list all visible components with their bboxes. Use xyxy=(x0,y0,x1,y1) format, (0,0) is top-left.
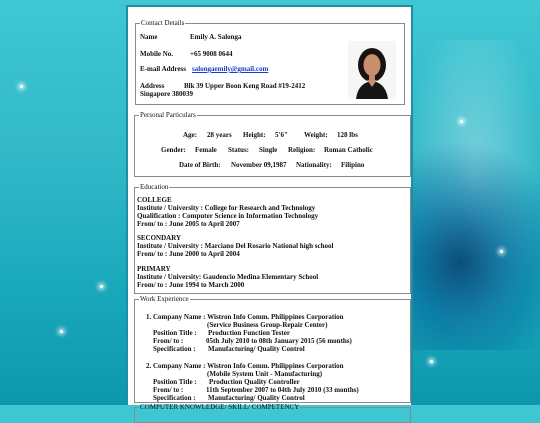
sparkle xyxy=(100,285,103,288)
education-section xyxy=(134,183,411,294)
religion-label: Religion: xyxy=(288,146,316,154)
job-2-company: 2. Company Name : Wistron Info Comm. Philippines Corporation xyxy=(146,362,344,370)
work-experience-section xyxy=(134,295,411,403)
mobile-label: Mobile No. xyxy=(140,50,174,58)
height-label: Height: xyxy=(243,131,266,139)
job-2-company-sub: (Mobile System Unit - Manufacturing) xyxy=(207,370,323,378)
job-1-company: 1. Company Name : Wistron Info Comm. Philippines Corporation xyxy=(146,313,344,321)
college-heading: COLLEGE xyxy=(137,196,172,204)
secondary-heading: SECONDARY xyxy=(137,234,182,242)
status-label: Status: xyxy=(228,146,250,154)
job-2-dates-value: 11th September 2007 to 04th July 2010 (33 months) xyxy=(206,386,359,394)
weight-value: 128 lbs xyxy=(337,131,358,139)
sparkle xyxy=(500,250,503,253)
work-experience-legend: Work Experience xyxy=(140,295,189,303)
religion-value: Roman Catholic xyxy=(324,146,373,154)
job-2-dates-label: From/ to : xyxy=(153,386,184,394)
mobile-value: +65 9008 0644 xyxy=(190,50,233,58)
job-1-dates-value: 05th July 2010 to 08th January 2015 (56 months) xyxy=(206,337,352,345)
contact-details-legend: Contact Details xyxy=(141,19,185,27)
name-label: Name xyxy=(140,33,158,41)
job-1-spec-label: Specification : xyxy=(153,345,196,353)
job-2-position-value: Production Quality Controller xyxy=(209,378,300,386)
profile-photo-portrait xyxy=(348,41,396,99)
dob-label: Date of Birth: xyxy=(179,161,221,169)
job-1-dates-label: From/ to : xyxy=(153,337,184,345)
email-link[interactable]: salongaemily@gmail.com xyxy=(192,65,269,73)
nationality-label: Nationality: xyxy=(296,161,332,169)
primary-institute: Institute / University: Gaudencio Medina Elementary School xyxy=(137,273,319,281)
height-value: 5'6" xyxy=(275,131,288,139)
nationality-value: Filipino xyxy=(341,161,365,169)
age-label: Age: xyxy=(183,131,197,139)
primary-heading: PRIMARY xyxy=(137,265,171,273)
resume-page xyxy=(126,5,413,411)
gender-value: Female xyxy=(195,146,217,154)
age-value: 28 years xyxy=(207,131,232,139)
personal-particulars-section xyxy=(134,111,411,177)
sparkle xyxy=(20,85,23,88)
address-line-1: Blk 39 Upper Boon Keng Road #19-2412 xyxy=(184,82,306,90)
email-label: E-mail Address xyxy=(140,65,186,73)
weight-label: Weight: xyxy=(304,131,328,139)
status-value: Single xyxy=(259,146,278,154)
dob-value: November 09,1987 xyxy=(231,161,287,169)
address-label: Address xyxy=(140,82,165,90)
sparkle xyxy=(60,330,63,333)
job-1-company-sub: (Service Business Group-Repair Center) xyxy=(207,321,328,329)
job-2-spec-label: Specification : xyxy=(153,394,196,402)
secondary-institute: Institute / University : Marciano Del Rosario National high school xyxy=(137,242,334,250)
job-2-position-label: Position Title : xyxy=(153,378,197,386)
secondary-dates: From/ to : June 2000 to April 2004 xyxy=(137,250,240,258)
college-institute: Institute / University : College for Research and Technology xyxy=(137,204,316,212)
sparkle xyxy=(430,360,433,363)
address-line-2: Singapore 380039 xyxy=(140,90,193,98)
job-1-position-value: Production Function Tester xyxy=(208,329,290,337)
college-qualification: Qualification : Computer Science in Information Technology xyxy=(137,212,319,220)
personal-particulars-legend: Personal Particulars xyxy=(140,111,196,119)
education-legend: Education xyxy=(140,183,169,191)
sparkle xyxy=(460,120,463,123)
primary-dates: From/ to : June 1994 to March 2000 xyxy=(137,281,245,289)
job-1-position-label: Position Title : xyxy=(153,329,197,337)
contact-details-section xyxy=(135,19,405,105)
computer-skills-legend: COMPUTER KNOWLEDGE/ SKILL/ COMPETENCY xyxy=(140,403,300,411)
college-dates: From/ to : June 2005 to April 2007 xyxy=(137,220,240,228)
job-2-spec-value: Manufacturing/ Quality Control xyxy=(208,394,305,402)
gender-label: Gender: xyxy=(161,146,186,154)
profile-photo xyxy=(348,41,396,99)
name-value: Emily A. Salonga xyxy=(190,33,242,41)
computer-skills-section xyxy=(134,403,411,423)
job-1-spec-value: Manufacturing/ Quality Control xyxy=(208,345,305,353)
